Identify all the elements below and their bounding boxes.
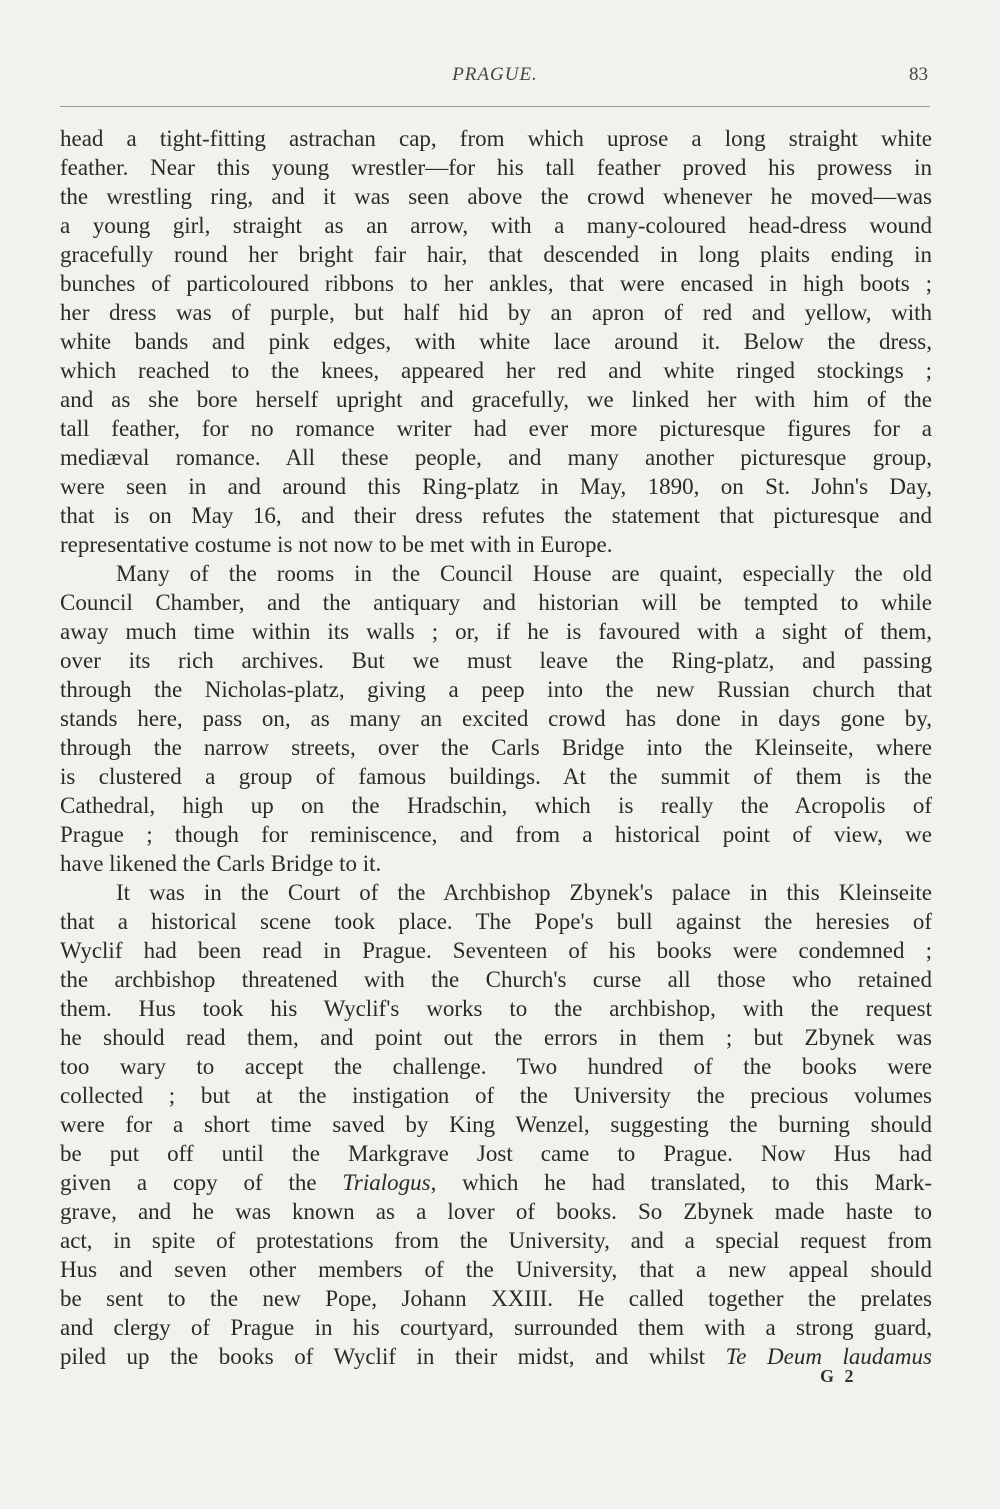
- text-line: that a historical scene took place. The Pope's bull against the heresies of: [60, 909, 932, 934]
- text-line: head a tight-fitting astrachan cap, from which uprose a long straight white: [60, 126, 932, 151]
- text-line: collected ; but at the instigation of the University the precious volumes: [60, 1083, 932, 1108]
- text-line: the archbishop threatened with the Church's curse all those who retained: [60, 967, 932, 992]
- text-line: gracefully round her bright fair hair, that descended in long plaits ending in: [60, 242, 932, 267]
- text-line: feather. Near this young wrestler—for his tall feather proved his prowess in: [60, 155, 932, 180]
- text-line: given a copy of the Trialogus, which he had translated, to this Mark-: [60, 1170, 932, 1195]
- text-line: be sent to the new Pope, Johann XXIII. He called together the prelates: [60, 1286, 932, 1311]
- text-line: Cathedral, high up on the Hradschin, which is really the Acropolis of: [60, 793, 932, 818]
- text-line: grave, and he was known as a lover of books. So Zbynek made haste to: [60, 1199, 932, 1224]
- text-line: through the narrow streets, over the Carls Bridge into the Kleinseite, where: [60, 735, 932, 760]
- text-line: and as she bore herself upright and gracefully, we linked her with him of the: [60, 387, 932, 412]
- text-line: were seen in and around this Ring-platz in May, 1890, on St. John's Day,: [60, 474, 932, 499]
- text-line: It was in the Court of the Archbishop Zbynek's palace in this Kleinseite: [116, 880, 932, 905]
- text-line: Wyclif had been read in Prague. Seventeen of his books were condemned ;: [60, 938, 932, 963]
- body-text: [60, 124, 932, 1371]
- text-line: were for a short time saved by King Wenzel, suggesting the burning should: [60, 1112, 932, 1137]
- text-line: away much time within its walls ; or, if he is favoured with a sight of them,: [60, 619, 932, 644]
- text-line: piled up the books of Wyclif in their midst, and whilst Te Deum laudamus: [60, 1344, 932, 1369]
- text-line: Hus and seven other members of the University, that a new appeal should: [60, 1257, 932, 1282]
- header-rule: [60, 106, 930, 107]
- running-title: PRAGUE.: [452, 64, 538, 85]
- text-line: the wrestling ring, and it was seen above the crowd whenever he moved—was: [60, 184, 932, 209]
- text-line: Many of the rooms in the Council House are quaint, especially the old: [116, 561, 932, 586]
- page-number: 83: [909, 64, 928, 85]
- text-line: mediæval romance. All these people, and many another picturesque group,: [60, 445, 932, 470]
- text-line: he should read them, and point out the errors in them ; but Zbynek was: [60, 1025, 932, 1050]
- text-line: a young girl, straight as an arrow, with a many-coloured head-dress wound: [60, 213, 932, 238]
- text-line: is clustered a group of famous buildings. At the summit of them is the: [60, 764, 932, 789]
- text-line: that is on May 16, and their dress refutes the statement that picturesque and: [60, 503, 932, 528]
- italic-title: Trialogus: [342, 1170, 431, 1195]
- signature-mark: G 2: [820, 1366, 857, 1386]
- text-line: representative costume is not now to be met with in Europe.: [60, 532, 613, 557]
- text-line: be put off until the Markgrave Jost came to Prague. Now Hus had: [60, 1141, 932, 1166]
- text-line: have likened the Carls Bridge to it.: [60, 851, 382, 876]
- text-line: Council Chamber, and the antiquary and historian will be tempted to while: [60, 590, 932, 615]
- text-line: over its rich archives. But we must leave the Ring-platz, and passing: [60, 648, 932, 673]
- text-line: through the Nicholas-platz, giving a peep into the new Russian church that: [60, 677, 932, 702]
- text-line: bunches of particoloured ribbons to her ankles, that were encased in high boots ;: [60, 271, 932, 296]
- text-line: act, in spite of protestations from the University, and a special request from: [60, 1228, 932, 1253]
- text-line: and clergy of Prague in his courtyard, surrounded them with a strong guard,: [60, 1315, 932, 1340]
- text-line: stands here, pass on, as many an excited crowd has done in days gone by,: [60, 706, 932, 731]
- text-line: too wary to accept the challenge. Two hundred of the books were: [60, 1054, 932, 1079]
- text-line: which reached to the knees, appeared her red and white ringed stockings ;: [60, 358, 932, 383]
- text-line: Prague ; though for reminiscence, and from a historical point of view, we: [60, 822, 932, 847]
- running-head: [60, 64, 930, 94]
- text-line: her dress was of purple, but half hid by an apron of red and yellow, with: [60, 300, 932, 325]
- text-line: white bands and pink edges, with white lace around it. Below the dress,: [60, 329, 932, 354]
- text-line: tall feather, for no romance writer had ever more picturesque figures for a: [60, 416, 932, 441]
- text-line: them. Hus took his Wyclif's works to the archbishop, with the request: [60, 996, 932, 1021]
- italic-title: Te Deum laudamus: [725, 1344, 932, 1369]
